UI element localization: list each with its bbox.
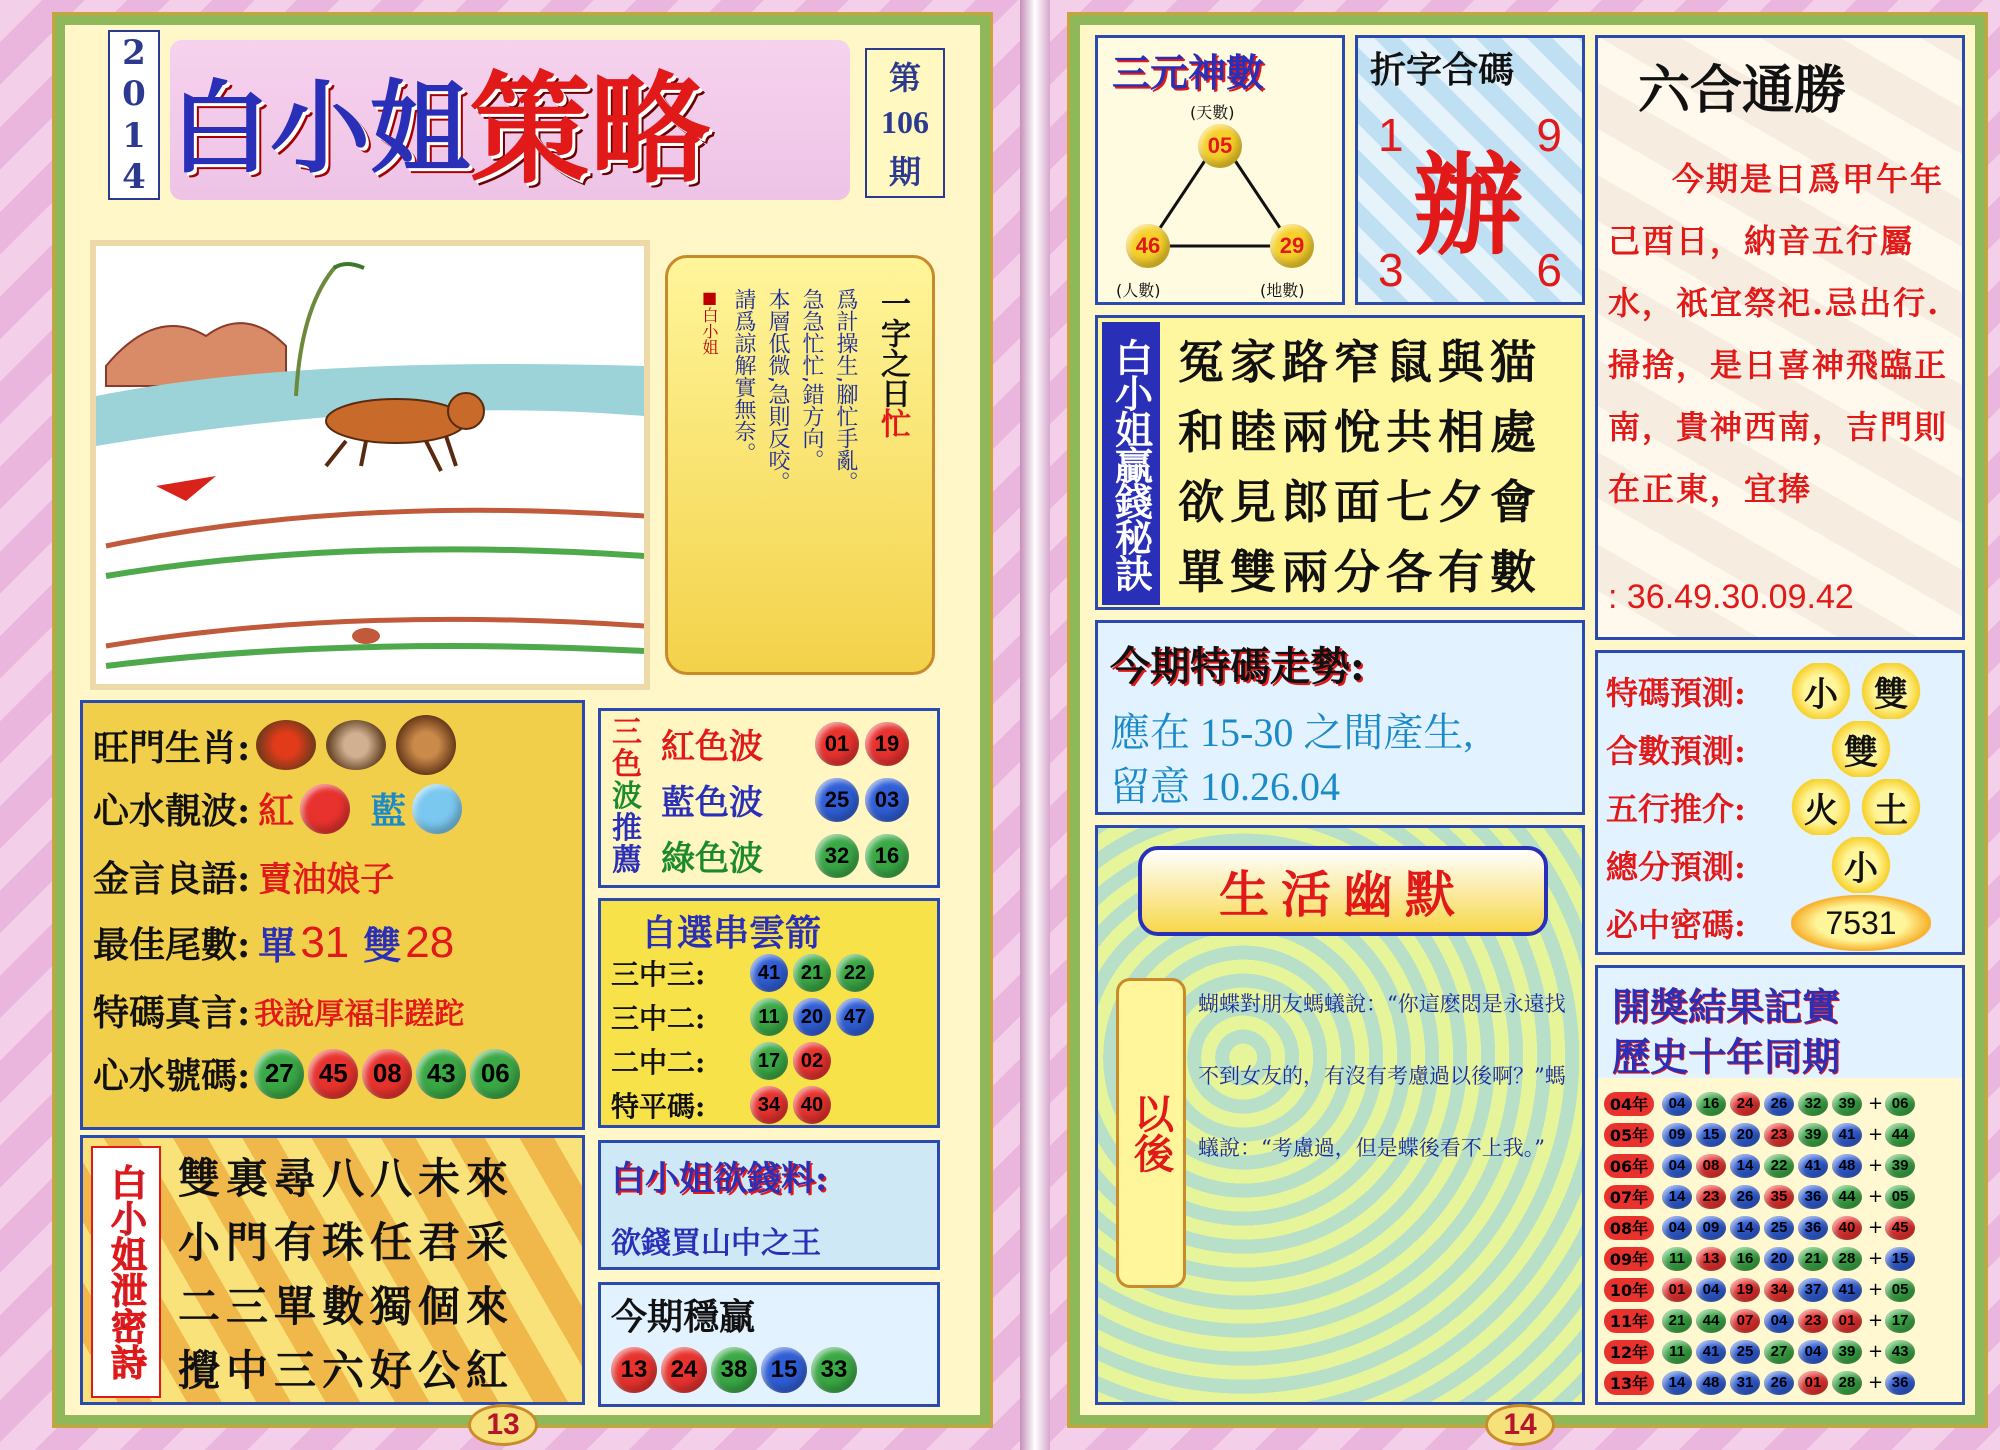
number-ball: 32	[815, 834, 859, 878]
history-year: 09年	[1604, 1247, 1654, 1271]
history-ball: 35	[1764, 1185, 1794, 1209]
predict-row	[1606, 779, 1921, 835]
special-ball: 15	[1885, 1247, 1915, 1271]
right-number-ball: 29	[1270, 224, 1314, 268]
history-ball: 26	[1764, 1371, 1794, 1395]
liuhe-box	[1595, 35, 1965, 640]
nums-row	[93, 1048, 520, 1099]
special-ball: 36	[1885, 1371, 1915, 1395]
three-wave-box	[598, 708, 940, 888]
history-ball: 41	[1832, 1123, 1862, 1147]
history-ball: 04	[1662, 1216, 1692, 1240]
rooster-icon	[256, 720, 316, 770]
history-ball: 39	[1832, 1092, 1862, 1116]
steady-box	[598, 1282, 940, 1407]
history-ball: 27	[1764, 1340, 1794, 1364]
predict-label: 五行推介:	[1606, 790, 1746, 828]
secret-line: 欲見郎面七夕會	[1178, 475, 1542, 529]
history-row	[1604, 1088, 1919, 1119]
humor-title: 生活幽默	[1219, 865, 1467, 924]
split-char: 辦	[1413, 141, 1523, 270]
number-ball: 33	[811, 1347, 857, 1393]
number-ball: 27	[254, 1049, 304, 1099]
predict-value: 土	[1861, 779, 1921, 835]
history-ball: 01	[1798, 1371, 1828, 1395]
truth-value: 我說厚福非蹉跎	[254, 996, 465, 1032]
predict-label: 合數預測:	[1606, 732, 1746, 770]
info-panel	[80, 700, 585, 1130]
money-title: 白小姐欲錢料:	[611, 1159, 828, 1199]
number-ball: 02	[793, 1042, 831, 1080]
history-ball: 04	[1798, 1340, 1828, 1364]
wave-label: 心水靚波:	[93, 790, 251, 832]
rabbit-icon	[326, 720, 386, 770]
top-number-ball: 05	[1198, 124, 1242, 168]
scroll-line: 本層低微,急則反咬。	[765, 288, 790, 493]
secret-line: 冤家路窄鼠與猫	[1178, 335, 1542, 389]
number-ball: 20	[793, 998, 831, 1036]
history-year: 11年	[1604, 1309, 1654, 1333]
history-ball: 14	[1730, 1216, 1760, 1240]
poem-line: 攪中三六好公紅	[178, 1346, 515, 1395]
predict-value: 火	[1791, 779, 1851, 835]
tail-label: 最佳尾數:	[93, 924, 251, 966]
secret-lines	[1178, 326, 1583, 606]
number-ball: 34	[750, 1086, 788, 1124]
year-digit: 0	[122, 74, 146, 115]
arrow-row	[611, 1085, 831, 1125]
sanyuan-title: 三元神數	[1112, 50, 1265, 95]
tiger-painting-illustration	[96, 246, 644, 684]
book-gutter	[1020, 0, 1050, 1450]
secret-box	[1095, 315, 1585, 610]
number-ball: 47	[836, 998, 874, 1036]
history-ball: 01	[1662, 1278, 1692, 1302]
special-ball: 44	[1885, 1123, 1915, 1147]
special-ball: 06	[1885, 1092, 1915, 1116]
predict-code: 7531	[1791, 895, 1931, 951]
proverb-scroll	[665, 255, 935, 675]
blue-wave-icon	[412, 784, 462, 834]
scroll-line: 爲計操生,腳忙手亂。	[833, 288, 858, 493]
side-char: 推	[612, 811, 642, 846]
title-part-b: 策略	[470, 59, 710, 200]
side-char: 薦	[612, 843, 642, 878]
history-year: 10年	[1604, 1278, 1654, 1302]
number-ball: 19	[865, 722, 909, 766]
number-ball: 16	[865, 834, 909, 878]
tail-single: 單	[258, 923, 297, 968]
poem-side	[91, 1146, 161, 1398]
issue-prefix: 第	[888, 58, 921, 97]
history-ball: 15	[1696, 1123, 1726, 1147]
history-ball: 36	[1798, 1216, 1828, 1240]
steady-title: 今期穩贏	[611, 1296, 756, 1338]
side-char: 色	[612, 747, 642, 782]
sanyuan-box	[1095, 35, 1345, 305]
trend-title: 今期特碼走勢:	[1110, 643, 1365, 690]
number-ball: 13	[611, 1347, 657, 1393]
trend-line1: 應在 15-30 之間產生,	[1110, 710, 1474, 755]
history-ball: 31	[1730, 1371, 1760, 1395]
wave-name: 紅色波	[661, 727, 763, 767]
wave-red-text: 紅	[258, 790, 295, 832]
left-number-ball: 46	[1126, 224, 1170, 268]
special-ball: 43	[1885, 1340, 1915, 1364]
history-year: 04年	[1604, 1092, 1654, 1116]
history-ball: 08	[1696, 1154, 1726, 1178]
split-title: 折字合碼	[1370, 49, 1515, 91]
poem-line: 雙裏尋八八未來	[178, 1154, 515, 1203]
history-ball: 25	[1730, 1340, 1760, 1364]
tail-double: 雙	[363, 923, 402, 968]
humor-side	[1116, 978, 1186, 1288]
gold-value: 賣油娘子	[258, 860, 395, 900]
number-ball: 38	[711, 1347, 757, 1393]
history-row	[1604, 1150, 1919, 1181]
poem-line: 二三單數獨個來	[178, 1282, 515, 1331]
wave-red-row	[661, 719, 909, 768]
history-year: 08年	[1604, 1216, 1654, 1240]
scroll-lines	[692, 288, 862, 618]
history-ball: 32	[1798, 1092, 1828, 1116]
wave-name: 藍色波	[661, 783, 763, 823]
secret-line: 單雙兩分各有數	[1178, 545, 1542, 599]
steady-balls	[611, 1347, 861, 1393]
predict-label: 必中密碼:	[1606, 906, 1746, 944]
plus-sign: +	[1868, 1186, 1884, 1207]
truth-label: 特碼真言:	[93, 992, 251, 1034]
history-year: 06年	[1604, 1154, 1654, 1178]
secret-line: 和睦兩悅共相處	[1178, 405, 1542, 459]
wave-blue-row	[661, 775, 909, 824]
issue-box	[865, 48, 945, 198]
predict-row	[1606, 895, 1931, 951]
history-row	[1604, 1181, 1919, 1212]
issue-suffix: 期	[888, 153, 921, 192]
history-ball: 19	[1730, 1278, 1760, 1302]
top-label: (天數)	[1190, 103, 1235, 122]
number-ball: 40	[793, 1086, 831, 1124]
predict-row	[1606, 837, 1891, 893]
history-ball: 01	[1832, 1309, 1862, 1333]
history-ball: 44	[1696, 1309, 1726, 1333]
history-ball: 39	[1832, 1340, 1862, 1364]
history-ball: 07	[1730, 1309, 1760, 1333]
arrows-box	[598, 898, 940, 1128]
history-ball: 41	[1696, 1340, 1726, 1364]
plus-sign: +	[1868, 1341, 1884, 1362]
predict-row	[1606, 663, 1921, 719]
arrows-title: 自選串雲箭	[641, 912, 822, 954]
side-char: 波	[612, 779, 642, 814]
tail-double-no: 28	[405, 917, 455, 967]
split-n3: 3	[1378, 244, 1404, 296]
left-label: (人數)	[1116, 281, 1161, 300]
history-ball: 21	[1798, 1247, 1828, 1271]
split-box	[1355, 35, 1585, 305]
page-number-left: 13	[468, 1404, 538, 1446]
gold-row	[93, 851, 394, 902]
zodiac-row	[93, 715, 456, 775]
scroll-title-text: 一字之日	[875, 288, 910, 408]
history-ball: 14	[1662, 1185, 1692, 1209]
history-ball: 23	[1696, 1185, 1726, 1209]
issue-number: 106	[881, 104, 929, 141]
poem-line: 小門有珠任君采	[178, 1218, 515, 1267]
tail-row	[93, 915, 454, 970]
trend-box	[1095, 620, 1585, 815]
year-digit: 4	[122, 157, 146, 198]
history-ball: 16	[1696, 1092, 1726, 1116]
history-title1: 開獎結果記實	[1612, 984, 1841, 1029]
history-ball: 09	[1662, 1123, 1692, 1147]
wave-row	[93, 783, 462, 834]
secret-side-text: 白小姐贏錢秘訣	[1108, 337, 1154, 590]
right-label: (地數)	[1260, 281, 1305, 300]
history-ball: 37	[1798, 1278, 1828, 1302]
split-n1: 1	[1378, 109, 1404, 161]
history-ball: 25	[1764, 1216, 1794, 1240]
history-row	[1604, 1212, 1919, 1243]
history-ball: 24	[1730, 1092, 1760, 1116]
history-ball: 28	[1832, 1371, 1862, 1395]
nums-label: 心水號碼:	[93, 1055, 251, 1097]
arrow-row	[611, 1041, 831, 1081]
predict-box	[1595, 650, 1965, 955]
plus-sign: +	[1868, 1310, 1884, 1331]
history-ball: 11	[1662, 1340, 1692, 1364]
history-ball: 14	[1662, 1371, 1692, 1395]
arrow-label: 三中三:	[611, 958, 706, 991]
poem-lines	[178, 1146, 578, 1402]
special-ball: 39	[1885, 1154, 1915, 1178]
number-ball: 01	[815, 722, 859, 766]
history-year: 12年	[1604, 1340, 1654, 1364]
history-ball: 48	[1696, 1371, 1726, 1395]
scroll-title	[875, 288, 914, 438]
history-row	[1604, 1367, 1919, 1398]
arrow-label: 三中二:	[611, 1002, 706, 1035]
number-ball: 21	[793, 954, 831, 992]
special-ball: 05	[1885, 1278, 1915, 1302]
history-ball: 04	[1696, 1278, 1726, 1302]
number-ball: 06	[470, 1049, 520, 1099]
three-wave-side	[607, 717, 647, 877]
wave-blue-text: 藍	[370, 790, 407, 832]
liuhe-title: 六合通勝	[1638, 60, 1847, 121]
history-row	[1604, 1243, 1919, 1274]
year-digit: 2	[122, 32, 146, 73]
special-ball: 05	[1885, 1185, 1915, 1209]
history-ball: 39	[1798, 1123, 1828, 1147]
arrow-row	[611, 953, 874, 993]
split-n4: 6	[1536, 244, 1562, 296]
history-ball: 04	[1662, 1154, 1692, 1178]
history-ball: 23	[1798, 1309, 1828, 1333]
history-table	[1604, 1088, 1919, 1398]
number-ball: 22	[836, 954, 874, 992]
history-ball: 23	[1764, 1123, 1794, 1147]
red-wave-icon	[300, 784, 350, 834]
tiger-painting	[90, 240, 650, 690]
number-ball: 08	[362, 1049, 412, 1099]
history-ball: 20	[1764, 1247, 1794, 1271]
arrow-row	[611, 997, 874, 1037]
humor-box	[1095, 825, 1585, 1405]
number-ball: 41	[750, 954, 788, 992]
special-ball: 17	[1885, 1309, 1915, 1333]
history-ball: 41	[1832, 1278, 1862, 1302]
history-year: 05年	[1604, 1123, 1654, 1147]
history-ball: 26	[1730, 1185, 1760, 1209]
history-row	[1604, 1274, 1919, 1305]
history-row	[1604, 1305, 1919, 1336]
plus-sign: +	[1868, 1372, 1884, 1393]
page-title	[170, 40, 850, 200]
plus-sign: +	[1868, 1248, 1884, 1269]
history-ball: 40	[1832, 1216, 1862, 1240]
history-ball: 04	[1662, 1092, 1692, 1116]
page-number-right: 14	[1485, 1404, 1555, 1446]
poem-side-text: 白小姐泄密詩	[105, 1164, 147, 1380]
scroll-keyword: 忙	[875, 408, 910, 438]
right-page	[1050, 0, 2000, 1450]
history-row	[1604, 1119, 1919, 1150]
history-year: 07年	[1604, 1185, 1654, 1209]
number-ball: 11	[750, 998, 788, 1036]
number-ball: 17	[750, 1042, 788, 1080]
special-ball: 45	[1885, 1216, 1915, 1240]
number-ball: 03	[865, 778, 909, 822]
zodiac-label: 旺門生肖:	[93, 726, 251, 769]
history-box	[1595, 965, 1965, 1405]
history-ball: 36	[1798, 1185, 1828, 1209]
predict-label: 特碼預測:	[1606, 674, 1746, 712]
number-ball: 45	[308, 1049, 358, 1099]
history-row	[1604, 1336, 1919, 1367]
money-box	[598, 1140, 940, 1270]
arrow-label: 特平碼:	[611, 1090, 706, 1123]
liuhe-text: 今期是日爲甲午年己酉日，納音五行屬水，祇宜祭祀.忌出行.掃捨，是日喜神飛臨正南，貴神西南，吉門則在正東，宜捧	[1608, 160, 1949, 508]
trend-line2: 留意 10.26.04	[1110, 764, 1340, 809]
arrow-label: 二中二:	[611, 1046, 706, 1079]
predict-label: 總分預測:	[1606, 848, 1746, 886]
history-ball: 41	[1798, 1154, 1828, 1178]
year-column	[108, 30, 160, 200]
number-ball: 25	[815, 778, 859, 822]
scroll-sign: ■白小姐	[700, 288, 719, 355]
history-ball: 16	[1730, 1247, 1760, 1271]
history-ball: 09	[1696, 1216, 1726, 1240]
predict-row	[1606, 721, 1891, 777]
history-ball: 34	[1764, 1278, 1794, 1302]
poem-box	[80, 1135, 585, 1405]
humor-text: 蝴蝶對朋友螞蟻說：“你這麽悶是永遠找不到女友的，有沒有考慮過以後啊？”螞蟻說：“考慮過，但是蝶後看不上我。”	[1198, 992, 1566, 1160]
number-ball: 15	[761, 1347, 807, 1393]
gold-label: 金言良語:	[93, 858, 251, 900]
history-ball: 13	[1696, 1247, 1726, 1271]
scroll-line: 急急忙忙,錯方向。	[799, 288, 824, 471]
money-value: 欲錢買山中之王	[611, 1226, 821, 1261]
predict-value: 小	[1791, 663, 1851, 719]
number-ball: 43	[416, 1049, 466, 1099]
plus-sign: +	[1868, 1124, 1884, 1145]
split-n2: 9	[1536, 109, 1562, 161]
history-ball: 21	[1662, 1309, 1692, 1333]
history-ball: 04	[1764, 1309, 1794, 1333]
monkey-icon	[396, 715, 456, 775]
predict-value: 小	[1831, 837, 1891, 893]
wave-name: 綠色波	[661, 839, 763, 879]
liuhe-numbers: : 36.49.30.09.42	[1608, 578, 1854, 616]
history-ball: 20	[1730, 1123, 1760, 1147]
history-year: 13年	[1604, 1371, 1654, 1395]
history-ball: 14	[1730, 1154, 1760, 1178]
plus-sign: +	[1868, 1155, 1884, 1176]
humor-title-plate	[1138, 846, 1548, 936]
number-ball: 24	[661, 1347, 707, 1393]
plus-sign: +	[1868, 1279, 1884, 1300]
secret-side	[1102, 322, 1160, 605]
history-ball: 26	[1764, 1092, 1794, 1116]
plus-sign: +	[1868, 1093, 1884, 1114]
predict-value: 雙	[1861, 663, 1921, 719]
plus-sign: +	[1868, 1217, 1884, 1238]
history-title2: 歷史十年同期	[1612, 1034, 1841, 1079]
history-ball: 28	[1832, 1247, 1862, 1271]
truth-row	[93, 985, 464, 1036]
title-part-a: 白小姐	[170, 69, 470, 187]
scroll-line: 請爲諒解實無奈。	[731, 288, 756, 464]
predict-value: 雙	[1831, 721, 1891, 777]
tail-single-no: 31	[300, 917, 350, 967]
history-ball: 44	[1832, 1185, 1862, 1209]
history-ball: 22	[1764, 1154, 1794, 1178]
history-header	[1598, 968, 1962, 1078]
wave-green-row	[661, 831, 909, 880]
year-digit: 1	[122, 115, 146, 156]
side-char: 三	[612, 715, 642, 750]
history-ball: 48	[1832, 1154, 1862, 1178]
history-ball: 11	[1662, 1247, 1692, 1271]
humor-side-text: 以後	[1127, 1093, 1175, 1173]
